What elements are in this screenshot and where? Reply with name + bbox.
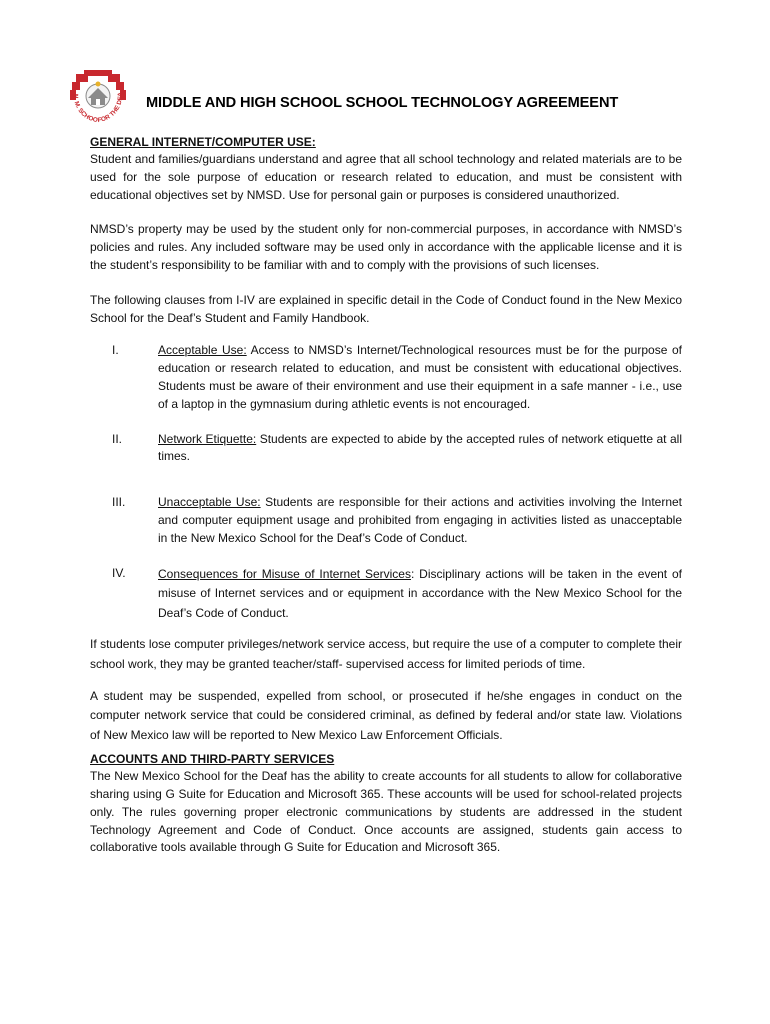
clause-2 <box>90 431 682 467</box>
clause-label: Unacceptable Use: <box>158 495 261 510</box>
school-logo <box>64 64 132 132</box>
clause-text: Students are expected to abide by the accepted rules of network etiquette at all times. <box>158 431 682 464</box>
general-use-heading: GENERAL INTERNET/COMPUTER USE: <box>90 135 316 149</box>
clause-1 <box>90 342 682 413</box>
clause-label: Consequences for Misuse of Internet Services <box>158 566 411 581</box>
accounts-paragraph: The New Mexico School for the Deaf has the ability to create accounts for all students to allow for collaborative sharing using G Suite for Education and Microsoft 365. These accounts will be used for school-related projects only. The rules governing proper electronic communications by students are addressed in the student Technology Agreement and Code of Conduct. Once accounts are assigned, students gain access to collaborative tools available through G Suite for Education and Microsoft 365. <box>90 769 682 855</box>
clause-text: Access to NMSD’s Internet/Technological resources must be for the purpose of education or research related to education, and must be consistent with educational objectives. Students must be aware of their environment and use their equipment in a safe manner - i.e., use of a laptop in the gymnasium during athletic events is not encouraged. <box>158 343 682 411</box>
clause-number: IV. <box>112 565 126 580</box>
accounts-heading: ACCOUNTS AND THIRD-PARTY SERVICES <box>90 752 335 767</box>
clause-label: Acceptable Use: <box>158 343 247 358</box>
clause-number: III. <box>112 495 126 510</box>
logo-text-right: FOR THE DEA <box>97 91 125 125</box>
clause-number: II. <box>112 431 123 446</box>
general-paragraph-2: NMSD’s property may be used by the student only for non-commercial purposes, in accordance with NMSD’s policies and rules. Any included software may be used only in accordance with the applicable license and it is the student’s responsibility to be familiar with and to comply with the provisions of such licenses. <box>90 222 682 272</box>
document-body <box>90 134 682 857</box>
logo-text-left: N. M. SCHOO <box>71 93 99 125</box>
clause-text: : Disciplinary actions will be taken in the event of misuse of Internet services and or equipment in accordance with the New Mexico School for the Deaf’s Code of Conduct. <box>158 566 682 620</box>
clause-number: I. <box>112 343 119 358</box>
clause-4 <box>90 565 682 624</box>
clause-label: Network Etiquette: <box>158 431 257 446</box>
clause-text: Students are responsible for their actions and activities involving the Internet and computer equipment usage and prohibited from engaging in activities listed as unacceptable in the New Mexico School for the Deaf’s Code of Conduct. <box>158 495 682 545</box>
document-title: MIDDLE AND HIGH SCHOOL SCHOOL TECHNOLOGY AGREEMEENT <box>146 95 619 111</box>
general-paragraph-3: The following clauses from I-IV are explained in specific detail in the Code of Conduct found in the New Mexico School for the Deaf’s Student and Family Handbook. <box>90 292 682 325</box>
privileges-paragraph: If students lose computer privileges/network service access, but require the use of a computer to complete their school work, they may be granted teacher/staff- supervised access for limited periods of time. <box>90 637 682 671</box>
suspension-paragraph: A student may be suspended, expelled from school, or prosecuted if he/she engages in conduct on the computer network service that could be considered criminal, as defined by federal and/or state law. Violations of New Mexico law will be reported to New Mexico Law Enforcement Officials. <box>90 688 682 742</box>
general-paragraph-1: Student and families/guardians understand and agree that all school technology and related materials are to be used for the sole purpose of education or research related to education, and must be consistent with educational objectives set by NMSD. Use for personal gain or purposes is considered unauthorized. <box>90 152 682 202</box>
clause-3 <box>90 494 682 547</box>
